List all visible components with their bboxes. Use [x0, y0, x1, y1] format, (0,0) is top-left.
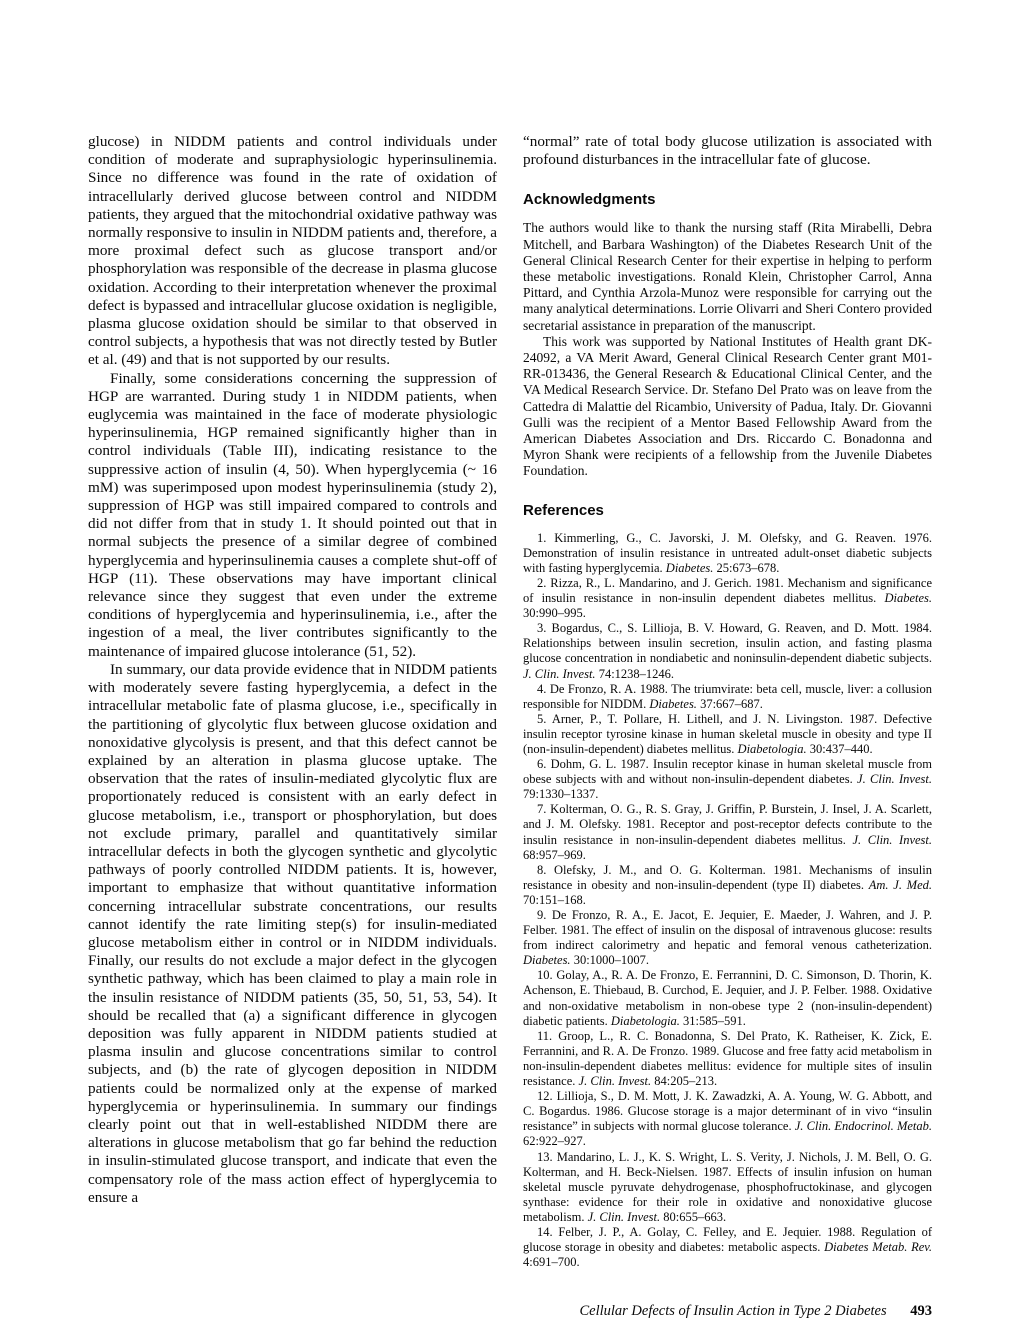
reference-item — [523, 576, 932, 621]
reference-journal: J. Clin. Invest. — [852, 832, 933, 847]
body-paragraph: Finally, some considerations concerning the suppression of HGP are warranted. During study 1 in NIDDM patients, when euglycemia was maintained in the face of moderate physiologic hyperinsulinemia, HGP remained significantly higher than in control individuals (Table III), indicating resistance to the suppressive action of insulin (4, 50). When hyperglycemia (~ 16 mM) was superimposed upon modest hyperinsulinemia (study 2), suppression of HGP was still impaired compared to controls and did not differ from that in study 1. It should pointed out that in normal subjects the presence of a similar degree of combined hyperglycemia and hyperinsulinemia causes a complete shut-off of HGP (11). These observations may have important clinical relevance since they suggest that even under the extreme conditions of hyperglycemia and hyperinsulinemia, i.e., after the ingestion of a meal, the liver contributes significantly to the maintenance of impaired glucose intolerance (51, 52). — [88, 369, 497, 660]
reference-journal: J. Clin. Invest. — [857, 772, 932, 787]
reference-item — [523, 1089, 932, 1149]
reference-text: 14. Felber, J. P., A. Golay, C. Felley, and E. Jequier. 1988. Regulation of glucose storage in obesity and diabetes: metabolic aspects. — [523, 1224, 932, 1255]
reference-item — [523, 1029, 932, 1089]
reference-journal: J. Clin. Invest. — [523, 666, 596, 681]
reference-journal: J. Clin. Invest. — [587, 1209, 661, 1224]
reference-item — [523, 802, 932, 862]
reference-text: 10. Golay, A., R. A. De Fronzo, E. Ferrannini, D. C. Simonson, D. Thorin, K. Achenson, E. Thiebaud, B. Curchod, E. Jequier, and J. P. Felber. 1988. Oxidative and non-oxidative metabolism in non-obese type 2 (non-insulin-dependent) diabetic patients. — [523, 968, 932, 1028]
reference-item — [523, 863, 932, 908]
reference-journal: Diabetologia. — [737, 741, 807, 756]
acknowledgments-paragraph: This work was supported by National Institutes of Health grant DK-24092, a VA Merit Award, General Clinical Research Center grant M01-RR-013436, the General Research & Educational Clinical Center, and the VA Medical Research Service. Dr. Stefano Del Prato was on leave from the Cattedra di Malattie del Ricambio, University of Padua, Italy. Dr. Giovanni Gulli was the recipient of a Mentor Based Fellowship Award from the American Diabetes Association and Drs. Riccardo C. Bonadonna and Myron Shank were recipients of a fellowship from the Juvenile Diabetes Foundation. — [523, 333, 932, 479]
reference-journal: J. Clin. Invest. — [578, 1074, 652, 1089]
reference-item — [523, 968, 932, 1028]
reference-journal: Diabetes. — [523, 953, 571, 968]
reference-item — [523, 1225, 932, 1270]
reference-pages: 74:1238–1246. — [598, 666, 675, 681]
reference-text: 2. Rizza, R., L. Mandarino, and J. Gerich. 1981. Mechanism and significance of insulin resistance in non-insulin dependent diabetes mellitus. — [523, 575, 932, 606]
body-paragraph: glucose) in NIDDM patients and control individuals under condition of moderate and supraphysiologic hyperinsulinemia. Since no difference was found in the rate of oxidation of intracellularly derived glucose between control and NIDDM patients, they argued that the mitochondrial oxidative pathway was normally responsive to insulin in NIDDM patients and, therefore, a more proximal defect such as glucose transport and/or phosphorylation was responsible of the decrease in plasma glucose oxidation. According to their interpretation whenever the proximal defect is bypassed and intracellular glucose oxidation is negligible, plasma glucose oxidation should be similar to that observed in control subjects, a hypothesis that was not directly tested by Butler et al. (49) and that is not supported by our results. — [88, 133, 497, 369]
reference-pages: 25:673–678. — [716, 560, 780, 575]
reference-pages: 31:585–591. — [683, 1013, 746, 1028]
reference-text: 11. Groop, L., R. C. Bonadonna, S. Del Prato, K. Ratheiser, K. Zick, E. Ferrannini, and R. A. De Fronzo. 1989. Glucose and free fatty acid metabolism in non-insulin-dependent diabetes mellitus: evidence for multiple sites of insulin resistance. — [523, 1028, 932, 1089]
body-paragraph: In summary, our data provide evidence that in NIDDM patients with moderately severe fasting hyperglycemia, a defect in the intracellular metabolic fate of plasma glucose, i.e., specifically in the partitioning of glycolytic flux between glucose oxidation and nonoxidative glycolysis is present, and that this defect cannot be explained by an alteration in plasma glucose uptake. The observation that the rates of insulin-mediated glycolytic flux are proportionately reduced is consistent with an early defect in glucose metabolism, i.e., transport or phosphorylation, but does not exclude primary, parallel and quantitatively similar intracellular defects in both the glycogen synthetic and glycolytic pathways of poorly controlled NIDDM patients. It is, however, important to emphasize that without quantitative information concerning intracellular substrate concentrations, our results cannot identify the rate limiting step(s) for insulin-mediated glucose metabolism either in control or in NIDDM individuals. Finally, our results do not exclude a major defect in the glycogen synthetic pathway, which has been claimed to play a main role in the insulin resistance of NIDDM patients (35, 50, 51, 53, 54). It should be recalled that (a) a significant difference in glycogen deposition was fully apparent in NIDDM patients studied at plasma insulin and glucose concentrations similar to control subjects, and (b) the rate of glycogen deposition in NIDDM patients could be normalized only at the expense of marked hyperglycemia or hyperinsulinemia. In summary our findings clearly point out that in well-established NIDDM there are alterations in glucose metabolism that go far behind the reduction in insulin-stimulated glucose transport, and indicate that even the compensatory role of the mass action effect of hyperglycemia to ensure a — [88, 660, 497, 1206]
reference-journal: Diabetes Metab. Rev. — [824, 1240, 933, 1255]
reference-pages: 30:437–440. — [809, 741, 873, 756]
reference-item — [523, 531, 932, 576]
reference-item — [523, 712, 932, 757]
page-body — [88, 133, 932, 1270]
reference-pages: 37:667–687. — [700, 696, 763, 711]
reference-pages: 30:990–995. — [523, 606, 586, 621]
reference-journal: Diabetologia. — [610, 1013, 680, 1028]
reference-pages: 68:957–969. — [523, 847, 586, 862]
reference-pages: 79:1330–1337. — [523, 787, 599, 802]
left-column — [88, 133, 497, 1270]
reference-list — [523, 531, 932, 1271]
reference-journal: J. Clin. Endocrinol. Metab. — [794, 1119, 933, 1134]
reference-text: 8. Olefsky, J. M., and O. G. Kolterman. 1981. Mechanisms of insulin resistance in obesity and non-insulin-dependent (type II) diabetes. — [523, 862, 932, 892]
reference-text: 4. De Fronzo, R. A. 1988. The triumvirate: beta cell, muscle, liver: a collusion responsible for NIDDM. — [523, 681, 932, 711]
page-footer — [88, 1303, 932, 1320]
reference-text: 1. Kimmerling, G., C. Javorski, J. M. Olefsky, and G. Reaven. 1976. Demonstration of insulin resistance in untreated adult-onset diabetic subjects with fasting hyperglycemia. — [523, 530, 932, 575]
acknowledgments-heading: Acknowledgments — [523, 191, 656, 209]
reference-item — [523, 682, 932, 712]
running-title: Cellular Defects of Insulin Action in Type 2 Diabetes — [579, 1303, 887, 1319]
reference-item — [523, 757, 932, 802]
reference-text: 12. Lillioja, S., D. M. Mott, J. K. Zawadzki, A. A. Young, W. G. Abbott, and C. Bogardus. 1986. Glucose storage is a major determinant of in vivo “insulin resistance” in subjects with normal glucose tolerance. — [523, 1089, 932, 1134]
body-paragraph: “normal” rate of total body glucose utilization is associated with profound disturbances in the intracellular fate of glucose. — [523, 133, 932, 169]
reference-pages: 84:205–213. — [654, 1074, 718, 1089]
reference-item — [523, 621, 932, 681]
reference-journal: Am. J. Med. — [868, 877, 933, 892]
reference-pages: 70:151–168. — [523, 892, 586, 907]
right-column — [523, 133, 932, 1270]
reference-item — [523, 908, 932, 968]
reference-pages: 30:1000–1007. — [573, 953, 650, 968]
references-heading: References — [523, 501, 604, 519]
acknowledgments-paragraph: The authors would like to thank the nursing staff (Rita Mirabelli, Debra Mitchell, and Barbara Washington) of the Diabetes Research Unit of the General Clinical Research Center for their expertise in helping to perform these metabolic investigations. Ronald Klein, Christopher Carrol, Anna Pittard, and Cynthia Arzola-Munoz were responsible for carrying out the many analytical determinations. Lorrie Olivarri and Sheri Contero provided secretarial assistance in preparation of the manuscript. — [523, 220, 933, 333]
reference-journal: Diabetes. — [649, 696, 697, 711]
reference-pages: 80:655–663. — [663, 1209, 727, 1224]
reference-text: 5. Arner, P., T. Pollare, H. Lithell, and J. N. Livingston. 1987. Defective insulin receptor tyrosine kinase in human skeletal muscle in obesity and type II (non-insulin-dependent) diabetes mellitus. — [523, 711, 932, 756]
reference-text: 6. Dohm, G. L. 1987. Insulin receptor kinase in human skeletal muscle from obese subjects with and without non-insulin-dependent diabetes. — [523, 757, 932, 787]
reference-pages: 4:691–700. — [523, 1255, 580, 1270]
reference-text: 13. Mandarino, L. J., K. S. Wright, L. S. Verity, J. Nichols, J. M. Bell, O. G. Kolterman, and H. Beck-Nielsen. 1987. Effects of insulin infusion on human skeletal muscle pyruvate dehydrogenase, phosphofructokinase, and glycogen synthase: evidence for their role in oxidative and nonoxidative glucose metabolism. — [523, 1149, 932, 1224]
reference-journal: Diabetes. — [884, 591, 933, 606]
reference-text: 7. Kolterman, O. G., R. S. Gray, J. Griffin, P. Burstein, J. Insel, J. A. Scarlett, and J. M. Olefsky. 1981. Receptor and post-receptor defects contribute to the insulin resistance in non-insulin-dependent diabetes mellitus. — [523, 802, 932, 847]
reference-text: 9. De Fronzo, R. A., E. Jacot, E. Jequier, E. Maeder, J. Wahren, and J. P. Felber. 1981. The effect of insulin on the disposal of intravenous glucose: results from indirect calorimetry and hepatic and femoral venous catheterization. — [523, 908, 932, 953]
reference-journal: Diabetes. — [665, 560, 714, 575]
reference-text: 3. Bogardus, C., S. Lillioja, B. V. Howard, G. Reaven, and D. Mott. 1984. Relationships between insulin secretion, insulin action, and fasting plasma glucose concentration in nondiabetic and noninsulin-dependent diabetic subjects. — [523, 621, 932, 666]
reference-item — [523, 1150, 932, 1225]
reference-pages: 62:922–927. — [523, 1134, 586, 1149]
page-number: 493 — [910, 1303, 932, 1319]
